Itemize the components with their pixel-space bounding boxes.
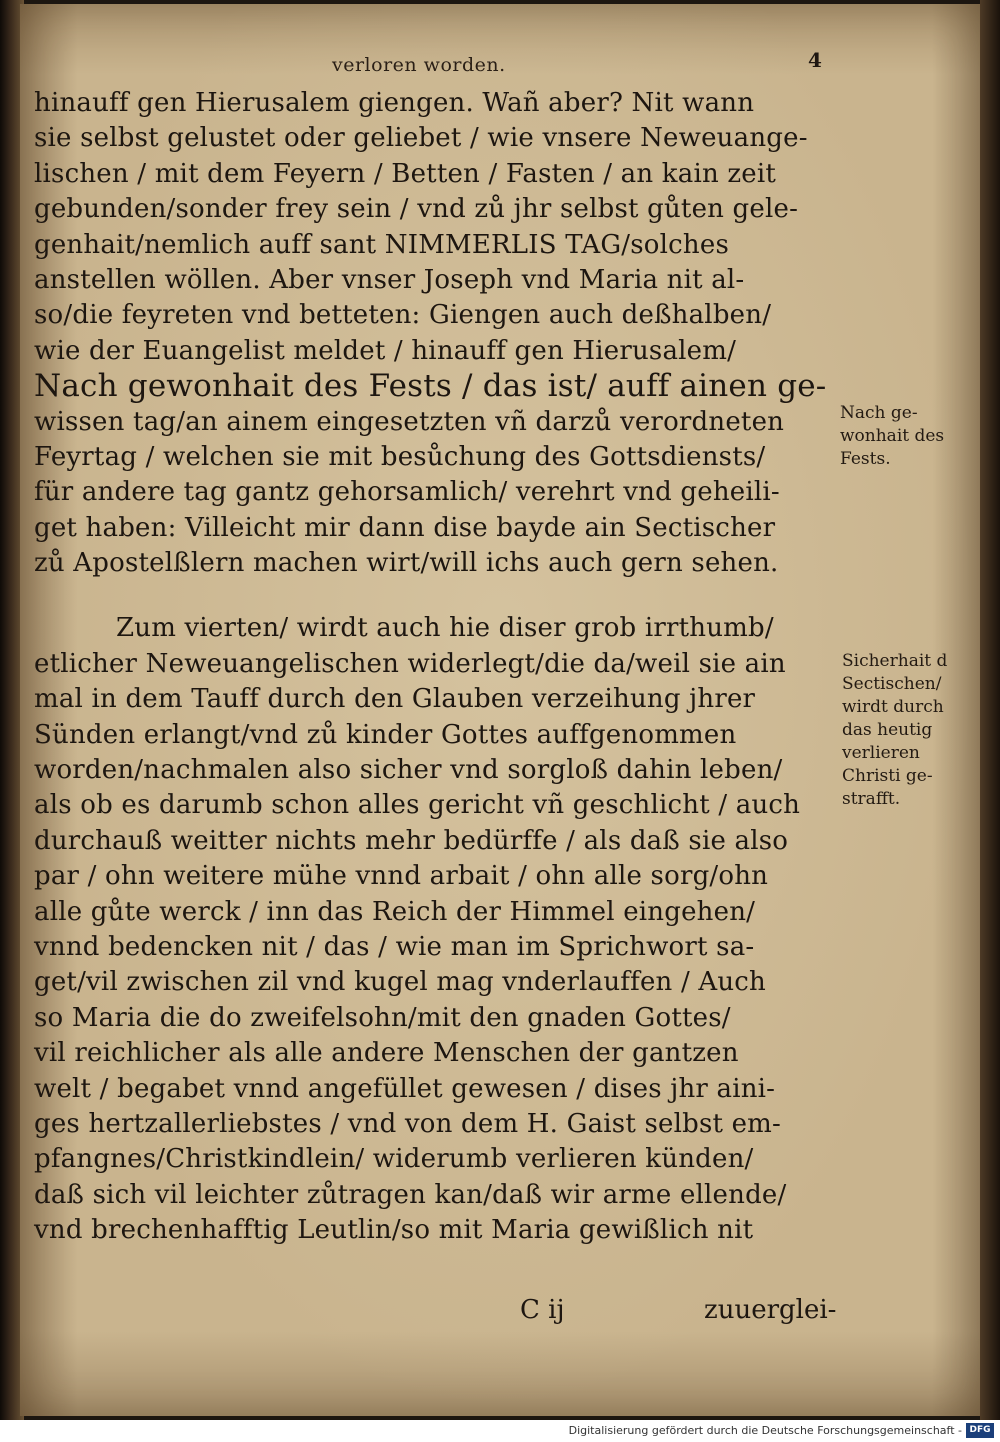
page-edge <box>980 0 1000 1420</box>
text-line: zů Apostelßlern machen wirt/will ichs auch gern sehen. <box>34 548 779 579</box>
text-line: mal in dem Tauff durch den Glauben verzeihung jhrer <box>34 684 756 715</box>
text-line: worden/nachmalen also sicher vnd sorgloß dahin leben/ <box>34 755 783 786</box>
text-line: sie selbst gelustet oder geliebet / wie vnsere Neweuange- <box>34 123 808 154</box>
text-line: par / ohn weitere mühe vnnd arbait / ohn alle sorg/ohn <box>34 861 769 892</box>
funding-credit: Digitalisierung gefördert durch die Deutsche Forschungsgemeinschaft - <box>568 1424 962 1437</box>
text-line: wie der Euangelist meldet / hinauff gen Hierusalem/ <box>34 335 737 366</box>
body-text <box>34 86 834 1249</box>
page-number: 4 <box>808 48 822 72</box>
footer-bar <box>0 1420 1000 1442</box>
running-head: verloren worden. <box>332 54 506 76</box>
text-line: lischen / mit dem Feyern / Betten / Fasten / an kain zeit <box>34 158 777 189</box>
margin-note <box>842 650 947 811</box>
margin-note-line: wonhait des <box>840 426 945 446</box>
text-line: so Maria die do zweifelsohn/mit den gnaden Gottes/ <box>34 1002 731 1033</box>
text-line: für andere tag gantz gehorsamlich/ verehrt vnd geheili- <box>34 477 780 508</box>
text-line: Feyrtag / welchen sie mit besůchung des Gottsdiensts/ <box>34 441 766 472</box>
margin-note <box>840 402 944 471</box>
margin-note-line: Sectischen/ <box>842 674 942 694</box>
text-line: alle gůte werck / inn das Reich der Himmel eingehen/ <box>34 896 756 927</box>
margin-note-line: strafft. <box>842 789 901 809</box>
text-line: als ob es darumb schon alles gericht vñ geschlicht / auch <box>34 790 801 821</box>
dfg-logo: DFG <box>966 1423 994 1438</box>
text-line: welt / begabet vnnd angefüllet gewesen / dises jhr aini- <box>34 1073 776 1104</box>
text-line: Zum vierten/ wirdt auch hie diser grob irrthumb/ <box>116 613 774 644</box>
text-line: vil reichlicher als alle andere Menschen der gantzen <box>34 1038 739 1069</box>
margin-note-line: verlieren <box>842 743 920 763</box>
text-line: anstellen wöllen. Aber vnser Joseph vnd Maria nit al- <box>34 264 745 295</box>
margin-note-line: Fests. <box>840 449 891 469</box>
text-line: daß sich vil leichter zůtragen kan/daß wir arme ellende/ <box>34 1179 787 1210</box>
text-line: Sünden erlangt/vnd zů kinder Gottes auffgenommen <box>34 719 737 750</box>
text-line: pfangnes/Christkindlein/ widerumb verlieren künden/ <box>34 1144 754 1175</box>
text-line: so/die feyreten vnd betteten: Giengen auch deßhalben/ <box>34 300 772 331</box>
text-line: etlicher Neweuangelischen widerlegt/die da/weil sie ain <box>34 648 786 679</box>
margin-note-line: Sicherhait d <box>842 651 948 671</box>
text-line: genhait/nemlich auff sant NIMMERLIS TAG/solches <box>34 229 729 260</box>
text-line: gebunden/sonder frey sein / vnd zů jhr selbst gůten gele- <box>34 194 799 225</box>
text-line: durchauß weitter nichts mehr bedürffe / als daß sie also <box>34 825 789 856</box>
text-line: ges hertzallerliebstes / vnd von dem H. Gaist selbst em- <box>34 1108 782 1139</box>
text-line: vnnd bedencken nit / das / wie man im Sprichwort sa- <box>34 931 755 962</box>
text-line: hinauff gen Hierusalem giengen. Wañ aber? Nit wann <box>34 88 755 118</box>
catchword: zuuerglei- <box>704 1295 837 1325</box>
text-line: Nach gewonhait des Fests / das ist/ auff ainen ge- <box>34 368 827 405</box>
text-line: get haben: Villeicht mir dann dise bayde ain Sectischer <box>34 512 776 543</box>
text-line: wissen tag/an ainem eingesetzten vñ darzů verordneten <box>34 406 785 437</box>
margin-note-line: Nach ge- <box>840 403 918 423</box>
margin-note-line: wirdt durch <box>842 697 944 717</box>
margin-note-line: Christi ge- <box>842 766 933 786</box>
text-line: get/vil zwischen zil vnd kugel mag vnderlauffen / Auch <box>34 967 766 998</box>
signature-mark: C ij <box>520 1295 565 1325</box>
text-line: vnd brechenhafftig Leutlin/so mit Maria gewißlich nit <box>34 1215 754 1246</box>
margin-note-line: das heutig <box>842 720 933 740</box>
